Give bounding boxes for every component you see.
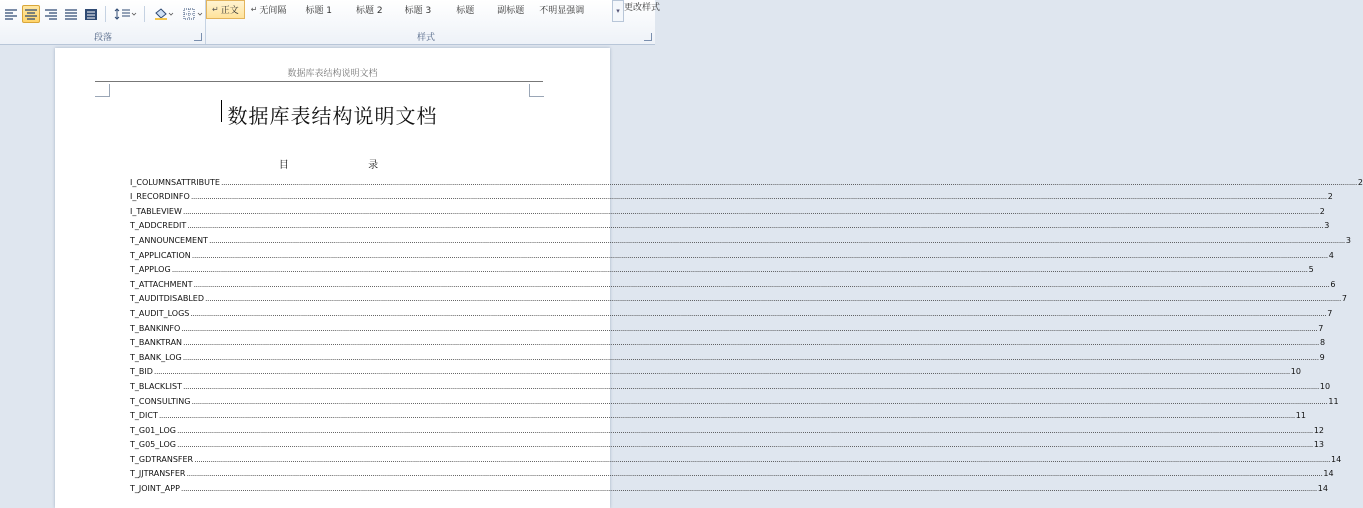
- toc-entry[interactable]: [130, 201, 1325, 216]
- toc-entry-page: 4: [1328, 250, 1334, 260]
- toc-entry-name: T_CONSULTING: [130, 396, 191, 406]
- toc-heading: 目 录: [278, 160, 417, 171]
- document-page[interactable]: [55, 48, 1363, 508]
- toc-entry-page: 14: [1331, 454, 1342, 464]
- toc-leader-dots: [159, 411, 1295, 420]
- align-left-button[interactable]: [2, 5, 20, 23]
- toc-leader-dots: [181, 324, 1317, 333]
- margin-corner-mark: [95, 84, 110, 97]
- chevron-down-icon: ▾: [616, 7, 620, 15]
- toc-entry-name: T_DICT: [130, 411, 158, 421]
- style-title[interactable]: [442, 0, 488, 19]
- line-spacing-icon: [114, 8, 136, 20]
- document-area: [0, 45, 1363, 494]
- toc-leader-dots: [190, 309, 1326, 318]
- toc-entry-name: T_G05_LOG: [130, 440, 176, 450]
- toc-leader-dots: [154, 367, 1290, 376]
- style-heading-1[interactable]: [292, 0, 345, 19]
- toc-entry-name: T_ATTACHMENT: [130, 279, 193, 289]
- toc-entry-name: I_RECORDINFO: [130, 192, 190, 202]
- toc-leader-dots: [172, 265, 1308, 274]
- toc-entry-page: 3: [1324, 221, 1330, 231]
- toolbar-separator: [144, 6, 145, 22]
- style-subtitle[interactable]: [488, 0, 533, 19]
- toc-entry[interactable]: [130, 464, 1334, 479]
- toc-entry-name: T_BLACKLIST: [130, 381, 182, 391]
- toc-entry-name: T_JJTRANSFER: [130, 469, 186, 479]
- toc-entry-page: 14: [1323, 469, 1334, 479]
- toc-leader-dots: [183, 207, 1319, 216]
- toc-entry-page: 6: [1330, 279, 1336, 289]
- paragraph-mark-icon: ↵: [212, 5, 219, 14]
- style-label: 正文: [220, 6, 239, 16]
- align-right-button[interactable]: [42, 5, 60, 23]
- distributed-icon: [85, 9, 97, 20]
- toc-entry-page: 7: [1341, 294, 1347, 304]
- style-label: 标题 1: [305, 6, 333, 16]
- toc-entry-page: 11: [1295, 411, 1306, 421]
- toc-entry-name: T_AUDITDISABLED: [130, 294, 204, 304]
- toc-entry-name: T_ADDCREDIT: [130, 221, 187, 231]
- toc-entry-page: 3: [1345, 235, 1351, 245]
- toc-entry[interactable]: [130, 376, 1331, 391]
- toc-entry-name: T_APPLICATION: [130, 250, 191, 260]
- style-label: 副标题: [497, 6, 525, 16]
- distributed-button[interactable]: [82, 5, 100, 23]
- borders-button[interactable]: [180, 5, 208, 23]
- style-label: 标题: [456, 6, 475, 16]
- toc-leader-dots: [183, 338, 1319, 347]
- style-label: 无间隔: [259, 6, 287, 16]
- toc-entry-page: 11: [1328, 396, 1339, 406]
- page-header: 数据库表结构说明文档: [287, 69, 378, 79]
- toc-entry-name: I_TABLEVIEW: [130, 206, 182, 216]
- toc-entry[interactable]: [130, 406, 1306, 421]
- style-subtle-emphasis[interactable]: [533, 0, 590, 19]
- toc-entry[interactable]: [130, 245, 1334, 260]
- toc-entry[interactable]: [130, 391, 1339, 406]
- align-center-icon: [25, 9, 37, 20]
- toc-leader-dots: [187, 221, 1323, 230]
- toc-entry-page: 12: [1313, 425, 1325, 435]
- toc-entry-page: 7: [1327, 308, 1333, 318]
- toc-leader-dots: [177, 440, 1313, 449]
- style-label: 标题 3: [404, 6, 432, 16]
- toc-entry-name: T_BANK_LOG: [130, 352, 182, 362]
- toc-entry-name: T_BANKTRAN: [130, 338, 183, 348]
- align-left-icon: [5, 9, 17, 20]
- toc-entry-name: T_ANNOUNCEMENT: [130, 235, 208, 245]
- toc-entry[interactable]: [130, 289, 1347, 304]
- toc-leader-dots: [221, 178, 1357, 187]
- toc-leader-dots: [209, 236, 1345, 245]
- toc-leader-dots: [191, 397, 1327, 406]
- style-normal[interactable]: [206, 0, 245, 19]
- styles-more-button[interactable]: [612, 0, 624, 22]
- paragraph-dialog-launcher-icon[interactable]: [194, 33, 202, 41]
- styles-group-label: 样式: [417, 33, 436, 43]
- ribbon: [0, 0, 661, 45]
- paragraph-group-label: 段落: [94, 33, 113, 43]
- toc-entry-name: I_COLUMNSATTRIBUTE: [130, 177, 220, 187]
- toc-entry[interactable]: [130, 216, 1330, 231]
- toc-entry[interactable]: [130, 449, 1342, 464]
- toc-leader-dots: [192, 251, 1328, 260]
- table-of-contents: [130, 172, 1363, 494]
- toc-entry-name: T_AUDIT_LOGS: [130, 308, 190, 318]
- toc-leader-dots: [194, 455, 1330, 464]
- toc-entry[interactable]: [130, 260, 1314, 275]
- style-label: 不明显强调: [539, 6, 585, 16]
- toc-entry-name: T_GDTRANSFER: [130, 454, 194, 464]
- paragraph-mark-icon: ↵: [250, 5, 258, 14]
- toc-entry-page: 5: [1308, 265, 1314, 275]
- style-heading-2[interactable]: [345, 0, 394, 19]
- toc-entry-page: 2: [1327, 192, 1333, 202]
- toc-entry-name: T_JOINT_APP: [130, 484, 180, 494]
- toc-entry-page: 9: [1319, 352, 1325, 362]
- paragraph-toolbar: [2, 4, 208, 24]
- toc-leader-dots: [183, 382, 1319, 391]
- toc-entry-name: T_BANKINFO: [130, 323, 181, 333]
- toc-entry[interactable]: [130, 333, 1326, 348]
- toc-leader-dots: [191, 192, 1327, 201]
- styles-group: [206, 0, 661, 44]
- styles-dialog-launcher-icon[interactable]: [644, 33, 652, 41]
- change-styles-button[interactable]: 更改样式: [624, 3, 661, 13]
- toc-entry-name: T_BID: [130, 367, 153, 377]
- toc-entry[interactable]: [130, 230, 1351, 245]
- toc-entry[interactable]: [130, 318, 1324, 333]
- quick-styles-gallery: [206, 0, 590, 18]
- toc-entry[interactable]: [130, 362, 1301, 377]
- toc-leader-dots: [194, 280, 1330, 289]
- toc-entry-page: 8: [1319, 338, 1326, 348]
- toc-entry-name: T_APPLOG: [130, 265, 171, 275]
- border-icon: [183, 8, 205, 20]
- toc-leader-dots: [183, 353, 1319, 362]
- toc-entry-page: 7: [1318, 323, 1324, 333]
- shading-button[interactable]: [150, 5, 178, 23]
- toc-entry-page: 10: [1319, 381, 1331, 391]
- toc-leader-dots: [181, 484, 1317, 493]
- toc-entry[interactable]: [130, 303, 1333, 318]
- toc-entry-page: 2: [1319, 206, 1325, 216]
- toc-entry[interactable]: [130, 172, 1363, 187]
- toc-entry-page: 2: [1357, 177, 1363, 187]
- line-spacing-button[interactable]: [111, 5, 139, 23]
- style-no-spacing[interactable]: [245, 0, 293, 19]
- align-right-icon: [45, 9, 57, 20]
- margin-corner-mark: [529, 84, 544, 97]
- toc-entry-page: 13: [1313, 440, 1325, 450]
- document-title: 数据库表结构说明文档: [227, 104, 438, 128]
- toc-leader-dots: [205, 294, 1341, 303]
- toolbar-separator: [105, 6, 106, 22]
- header-divider: [95, 81, 543, 82]
- justify-button[interactable]: [62, 5, 80, 23]
- toc-entry[interactable]: [130, 347, 1325, 362]
- toc-entry-name: T_G01_LOG: [130, 425, 176, 435]
- align-center-button[interactable]: [22, 5, 40, 23]
- paragraph-group: [0, 0, 206, 44]
- toc-leader-dots: [186, 469, 1322, 478]
- toc-leader-dots: [177, 426, 1313, 435]
- toc-entry-page: 10: [1290, 367, 1301, 377]
- toc-entry[interactable]: [130, 478, 1328, 494]
- toc-entry[interactable]: [130, 435, 1325, 450]
- toc-entry-page: 14: [1317, 484, 1328, 494]
- style-heading-3[interactable]: [394, 0, 443, 19]
- justify-icon: [65, 9, 77, 20]
- toc-entry[interactable]: [130, 420, 1325, 435]
- toc-entry[interactable]: [130, 187, 1333, 202]
- style-label: 标题 2: [356, 6, 383, 16]
- text-cursor: [221, 100, 222, 122]
- toc-entry[interactable]: [130, 274, 1336, 289]
- paint-bucket-icon: [153, 8, 175, 20]
